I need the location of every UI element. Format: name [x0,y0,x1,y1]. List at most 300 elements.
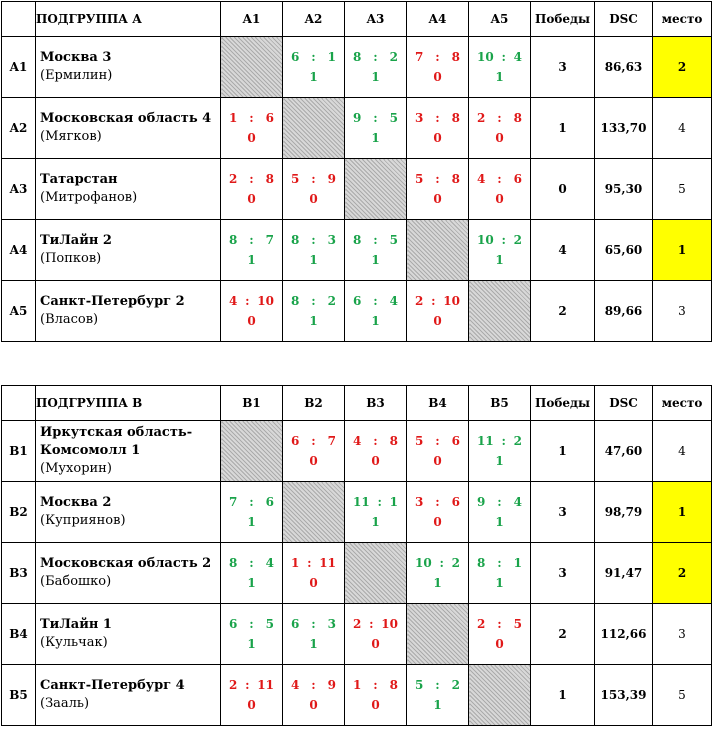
team-name: ТиЛайн 2 [40,233,112,248]
column-header: B2 [283,386,345,421]
column-header: место [653,386,712,421]
team-cell [36,482,221,543]
score-own: 6 [291,434,300,448]
match-points: 1 [309,253,318,267]
match-score-cell [407,159,469,220]
match-points: 1 [309,70,318,84]
column-header: A2 [283,2,345,37]
match-points: 1 [247,253,256,267]
score-own: 10 [477,50,494,64]
team-cell [36,98,221,159]
row-code: B1 [2,421,36,482]
score-own: 11 [477,434,494,448]
score-own: 8 [229,556,238,570]
score-line [407,291,468,311]
score-separator: : [435,495,440,509]
self-match-cell [407,604,469,665]
match-score-cell [283,604,345,665]
score-line [221,291,282,311]
match-points: 0 [495,131,504,145]
group-title: ПОДГРУППА А [36,2,221,37]
match-score-cell [283,37,345,98]
place-cell: 4 [653,421,712,482]
match-points: 1 [495,253,504,267]
score-own: 8 [477,556,486,570]
match-score-cell [469,482,531,543]
row-code: B4 [2,604,36,665]
score-opponent: 6 [451,434,460,448]
match-points: 0 [247,698,256,712]
score-own: 3 [415,111,424,125]
score-separator: : [373,111,378,125]
score-opponent: 4 [513,495,522,509]
score-line [345,675,406,695]
column-header: A4 [407,2,469,37]
score-separator: : [369,617,374,631]
match-points: 1 [371,70,380,84]
header-row [2,2,712,37]
score-separator: : [311,294,316,308]
wins-cell: 3 [531,482,595,543]
score-separator: : [311,50,316,64]
group-title: ПОДГРУППА В [36,386,221,421]
score-opponent: 8 [389,434,398,448]
match-score-cell [407,665,469,726]
score-line [221,492,282,512]
wins-cell: 3 [531,37,595,98]
score-separator: : [249,495,254,509]
match-score-cell [345,421,407,482]
self-match-cell [469,665,531,726]
score-opponent: 6 [513,172,522,186]
score-separator: : [249,111,254,125]
team-name: Московская область 4 [40,111,212,126]
score-opponent: 4 [265,556,274,570]
score-line [407,169,468,189]
table-row [2,604,712,665]
match-score-cell [221,665,283,726]
team-cell [36,604,221,665]
match-score-cell [407,98,469,159]
score-own: 4 [229,294,238,308]
match-score-cell [283,281,345,342]
score-own: 5 [415,434,424,448]
score-opponent: 8 [451,172,460,186]
match-points: 1 [371,253,380,267]
match-score-cell [407,421,469,482]
score-own: 10 [415,556,432,570]
team-name: Москва 2 [40,495,112,510]
score-own: 8 [353,233,362,247]
score-line [407,431,468,451]
score-own: 1 [291,556,300,570]
table-row [2,543,712,604]
column-header: B5 [469,386,531,421]
column-header: Победы [531,2,595,37]
score-opponent: 2 [513,434,522,448]
score-own: 2 [415,294,424,308]
match-score-cell [407,482,469,543]
score-opponent: 10 [257,294,274,308]
place-cell: 1 [653,482,712,543]
column-header: A3 [345,2,407,37]
match-score-cell [345,37,407,98]
score-line [283,291,344,311]
match-points: 0 [309,576,318,590]
wins-cell: 0 [531,159,595,220]
score-opponent: 5 [389,233,398,247]
score-own: 2 [353,617,362,631]
match-points: 0 [433,70,442,84]
score-own: 8 [291,294,300,308]
place-cell: 2 [653,37,712,98]
team-name: Иркутская область-Комсомолл 1 [40,425,193,458]
score-line [221,169,282,189]
match-points: 0 [495,637,504,651]
score-own: 5 [291,172,300,186]
match-score-cell [469,604,531,665]
score-line [221,675,282,695]
match-points: 0 [309,698,318,712]
self-match-cell [345,159,407,220]
score-separator: : [373,233,378,247]
match-points: 0 [309,192,318,206]
team-captain: (Ермилин) [40,68,113,83]
score-own: 8 [229,233,238,247]
score-opponent: 6 [265,495,274,509]
group-b-table [1,385,712,726]
score-separator: : [249,617,254,631]
match-score-cell [283,159,345,220]
score-opponent: 4 [389,294,398,308]
team-captain: (Зааль) [40,696,90,711]
table-row [2,220,712,281]
match-points: 0 [371,698,380,712]
score-line [469,169,530,189]
score-own: 11 [353,495,370,509]
score-opponent: 3 [327,233,336,247]
row-code: A5 [2,281,36,342]
place-cell: 5 [653,665,712,726]
match-points: 1 [309,314,318,328]
match-points: 0 [247,314,256,328]
match-score-cell [283,220,345,281]
score-own: 2 [477,617,486,631]
dsc-cell: 86,63 [595,37,653,98]
wins-cell: 1 [531,98,595,159]
place-cell: 2 [653,543,712,604]
match-points: 1 [371,131,380,145]
score-own: 1 [229,111,238,125]
score-own: 5 [415,172,424,186]
match-points: 0 [433,131,442,145]
match-points: 0 [247,192,256,206]
match-points: 1 [495,515,504,529]
score-opponent: 10 [381,617,398,631]
row-code: B2 [2,482,36,543]
table-row [2,665,712,726]
column-header: B1 [221,386,283,421]
corner-cell [2,2,36,37]
score-opponent: 1 [389,495,398,509]
column-header: A5 [469,2,531,37]
score-line [469,108,530,128]
score-opponent: 9 [327,172,336,186]
score-opponent: 6 [451,495,460,509]
team-cell [36,543,221,604]
score-opponent: 3 [327,617,336,631]
score-line [221,553,282,573]
score-line [407,108,468,128]
score-opponent: 1 [327,50,336,64]
dsc-cell: 98,79 [595,482,653,543]
score-own: 2 [477,111,486,125]
match-score-cell [345,281,407,342]
team-name: Москва 3 [40,50,112,65]
score-opponent: 6 [265,111,274,125]
score-separator: : [435,50,440,64]
score-opponent: 8 [265,172,274,186]
table-row [2,281,712,342]
score-line [469,230,530,250]
score-separator: : [307,556,312,570]
score-opponent: 8 [389,678,398,692]
column-header: B4 [407,386,469,421]
match-score-cell [221,543,283,604]
score-separator: : [249,556,254,570]
score-opponent: 2 [513,233,522,247]
team-captain: (Власов) [40,312,99,327]
score-own: 8 [353,50,362,64]
row-code: A2 [2,98,36,159]
team-cell [36,281,221,342]
team-cell [36,37,221,98]
self-match-cell [345,543,407,604]
score-own: 6 [353,294,362,308]
score-line [407,553,468,573]
score-separator: : [377,495,382,509]
score-line [345,47,406,67]
score-opponent: 8 [451,111,460,125]
column-header: DSC [595,2,653,37]
dsc-cell: 133,70 [595,98,653,159]
score-line [469,614,530,634]
score-own: 7 [415,50,424,64]
score-line [469,553,530,573]
team-name: Московская область 2 [40,556,212,571]
match-score-cell [407,543,469,604]
self-match-cell [407,220,469,281]
score-line [345,108,406,128]
score-separator: : [497,172,502,186]
match-points: 0 [309,454,318,468]
score-opponent: 2 [451,556,460,570]
match-score-cell [283,421,345,482]
match-points: 1 [433,698,442,712]
team-cell [36,665,221,726]
match-score-cell [345,98,407,159]
match-score-cell [345,482,407,543]
row-code: A3 [2,159,36,220]
header-row [2,386,712,421]
score-separator: : [373,294,378,308]
match-score-cell [469,543,531,604]
place-cell: 3 [653,281,712,342]
score-separator: : [311,434,316,448]
team-cell [36,159,221,220]
score-separator: : [249,172,254,186]
match-points: 1 [371,314,380,328]
score-line [283,230,344,250]
match-points: 1 [495,70,504,84]
match-points: 1 [371,515,380,529]
match-points: 0 [371,454,380,468]
score-line [221,230,282,250]
score-separator: : [373,434,378,448]
score-opponent: 2 [389,50,398,64]
group-a-table [1,1,712,342]
score-own: 4 [291,678,300,692]
team-captain: (Мухорин) [40,461,112,476]
score-own: 6 [291,50,300,64]
score-opponent: 9 [327,678,336,692]
score-opponent: 11 [257,678,274,692]
place-cell: 4 [653,98,712,159]
match-points: 1 [247,637,256,651]
row-code: B5 [2,665,36,726]
score-line [469,492,530,512]
team-name: ТиЛайн 1 [40,617,112,632]
team-cell [36,421,221,482]
score-separator: : [431,294,436,308]
dsc-cell: 89,66 [595,281,653,342]
score-line [345,614,406,634]
score-separator: : [497,495,502,509]
score-opponent: 10 [443,294,460,308]
score-line [345,230,406,250]
column-header: B3 [345,386,407,421]
score-line [283,614,344,634]
wins-cell: 1 [531,421,595,482]
match-score-cell [345,220,407,281]
score-separator: : [373,50,378,64]
match-score-cell [469,37,531,98]
score-opponent: 5 [265,617,274,631]
score-opponent: 1 [513,556,522,570]
table-row [2,159,712,220]
match-score-cell [221,604,283,665]
place-cell: 3 [653,604,712,665]
score-opponent: 11 [319,556,336,570]
team-captain: (Бабошко) [40,574,112,589]
dsc-cell: 95,30 [595,159,653,220]
score-opponent: 2 [327,294,336,308]
match-score-cell [221,281,283,342]
score-own: 2 [229,172,238,186]
match-points: 1 [495,576,504,590]
match-score-cell [469,220,531,281]
match-points: 0 [433,454,442,468]
score-own: 9 [353,111,362,125]
wins-cell: 1 [531,665,595,726]
column-header: A1 [221,2,283,37]
wins-cell: 2 [531,604,595,665]
score-own: 5 [415,678,424,692]
match-points: 1 [433,576,442,590]
score-line [345,492,406,512]
self-match-cell [221,421,283,482]
match-score-cell [345,604,407,665]
score-opponent: 2 [451,678,460,692]
score-own: 6 [291,617,300,631]
score-opponent: 8 [451,50,460,64]
match-points: 1 [247,576,256,590]
wins-cell: 4 [531,220,595,281]
table-row [2,98,712,159]
team-captain: (Попков) [40,251,102,266]
score-separator: : [311,617,316,631]
row-code: B3 [2,543,36,604]
score-own: 4 [477,172,486,186]
score-separator: : [249,233,254,247]
team-name: Санкт-Петербург 2 [40,294,185,309]
match-points: 0 [433,314,442,328]
self-match-cell [283,98,345,159]
score-opponent: 5 [389,111,398,125]
score-line [407,675,468,695]
score-own: 7 [229,495,238,509]
column-header: Победы [531,386,595,421]
team-captain: (Кульчак) [40,635,108,650]
score-separator: : [311,172,316,186]
table-row [2,37,712,98]
match-score-cell [407,37,469,98]
score-own: 2 [229,678,238,692]
score-own: 8 [291,233,300,247]
table-row [2,421,712,482]
score-separator: : [501,233,506,247]
score-line [283,553,344,573]
score-own: 9 [477,495,486,509]
score-line [407,492,468,512]
team-cell [36,220,221,281]
self-match-cell [469,281,531,342]
match-score-cell [345,665,407,726]
match-points: 1 [495,454,504,468]
score-line [283,47,344,67]
dsc-cell: 65,60 [595,220,653,281]
score-opponent: 4 [513,50,522,64]
match-score-cell [469,421,531,482]
dsc-cell: 47,60 [595,421,653,482]
match-points: 0 [433,515,442,529]
score-own: 10 [477,233,494,247]
score-opponent: 7 [265,233,274,247]
match-score-cell [469,159,531,220]
score-opponent: 5 [513,617,522,631]
wins-cell: 3 [531,543,595,604]
score-line [283,675,344,695]
match-score-cell [221,98,283,159]
score-separator: : [311,233,316,247]
score-separator: : [501,434,506,448]
dsc-cell: 112,66 [595,604,653,665]
place-cell: 5 [653,159,712,220]
match-points: 0 [247,131,256,145]
score-own: 3 [415,495,424,509]
score-separator: : [501,50,506,64]
score-separator: : [435,434,440,448]
